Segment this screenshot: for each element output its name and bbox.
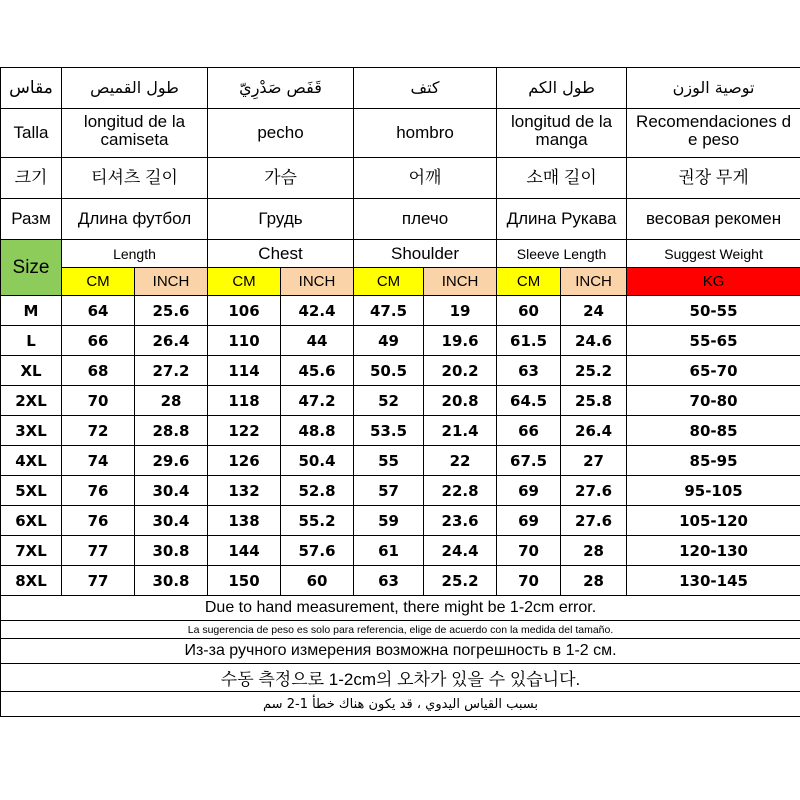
table-row	[1, 566, 800, 596]
sleeve-cm-cell: 69	[497, 506, 561, 536]
sleeve-inch-cell: 25.2	[561, 356, 627, 386]
size-cell: 5XL	[1, 476, 62, 506]
length-cm-cell: 77	[62, 566, 135, 596]
sleeve-cm-cell: 61.5	[497, 326, 561, 356]
chest-inch-cell: 55.2	[281, 506, 354, 536]
arabic-chest-label: قَفَص صَدْرِيّ	[208, 68, 354, 109]
arabic-sleeve-label: طول الكم	[497, 68, 627, 109]
sleeve-inch-cell: 27.6	[561, 506, 627, 536]
sleeve-inch-cell: 26.4	[561, 416, 627, 446]
chest-cm-cell: 110	[208, 326, 281, 356]
note-korean: 수동 측정으로 1-2cm의 오차가 있을 수 있습니다.	[1, 664, 800, 692]
chest-cm-cell: 132	[208, 476, 281, 506]
shoulder-inch-unit: INCH	[424, 268, 497, 296]
length-cm-cell: 70	[62, 386, 135, 416]
table-row	[1, 296, 800, 326]
shoulder-cm-cell: 53.5	[354, 416, 424, 446]
length-header: Length	[62, 240, 208, 268]
spanish-weight-label	[627, 109, 800, 158]
spanish-size-label: Talla	[1, 109, 62, 158]
note-row-russian	[1, 639, 800, 664]
weight-kg-cell: 120-130	[627, 536, 800, 566]
length-inch-cell: 27.2	[135, 356, 208, 386]
sleeve-cm-cell: 67.5	[497, 446, 561, 476]
arabic-shoulder-label: كتف	[354, 68, 497, 109]
sleeve-inch-cell: 27.6	[561, 476, 627, 506]
shoulder-inch-cell: 19.6	[424, 326, 497, 356]
size-cell: 2XL	[1, 386, 62, 416]
length-cm-cell: 76	[62, 506, 135, 536]
chest-cm-cell: 122	[208, 416, 281, 446]
shoulder-inch-cell: 20.8	[424, 386, 497, 416]
sleeve-cm-cell: 66	[497, 416, 561, 446]
spanish-sleeve-label	[497, 109, 627, 158]
chest-inch-cell: 60	[281, 566, 354, 596]
weight-kg-cell: 65-70	[627, 356, 800, 386]
length-inch-cell: 30.4	[135, 506, 208, 536]
arabic-size-label: مقاس	[1, 68, 62, 109]
weight-kg-unit: KG	[627, 268, 800, 296]
size-cell: M	[1, 296, 62, 326]
note-arabic: بسبب القياس اليدوي ، قد يكون هناك خطأ 1-2 سم	[1, 692, 800, 717]
size-cell: XL	[1, 356, 62, 386]
spanish-shoulder-label: hombro	[354, 109, 497, 158]
shoulder-cm-unit: CM	[354, 268, 424, 296]
sleeve-cm-unit: CM	[497, 268, 561, 296]
korean-size-label: 크기	[1, 158, 62, 199]
shoulder-inch-cell: 22.8	[424, 476, 497, 506]
shoulder-inch-cell: 19	[424, 296, 497, 326]
chest-inch-cell: 52.8	[281, 476, 354, 506]
length-cm-cell: 74	[62, 446, 135, 476]
weight-kg-cell: 80-85	[627, 416, 800, 446]
chest-cm-cell: 126	[208, 446, 281, 476]
sleeve-inch-cell: 28	[561, 536, 627, 566]
spanish-length-label	[62, 109, 208, 158]
length-inch-cell: 28.8	[135, 416, 208, 446]
russian-chest-label: Грудь	[208, 199, 354, 240]
korean-header-row	[1, 158, 800, 199]
russian-sleeve-label: Длина Рукава	[497, 199, 627, 240]
note-row-korean	[1, 664, 800, 692]
note-russian: Из-за ручного измерения возможна погрешность в 1-2 см.	[1, 639, 800, 664]
note-english: Due to hand measurement, there might be 1-2cm error.	[1, 596, 800, 621]
shoulder-cm-cell: 52	[354, 386, 424, 416]
table-row	[1, 416, 800, 446]
sleeve-inch-unit: INCH	[561, 268, 627, 296]
shoulder-cm-cell: 59	[354, 506, 424, 536]
spanish-header-row	[1, 109, 800, 158]
size-chart-table	[0, 67, 800, 717]
table-row	[1, 386, 800, 416]
chest-cm-cell: 114	[208, 356, 281, 386]
size-header: Size	[1, 240, 62, 296]
table-row	[1, 326, 800, 356]
chest-inch-cell: 48.8	[281, 416, 354, 446]
length-inch-cell: 30.4	[135, 476, 208, 506]
chest-inch-cell: 50.4	[281, 446, 354, 476]
korean-weight-label: 권장 무게	[627, 158, 800, 199]
russian-shoulder-label: плечо	[354, 199, 497, 240]
sleeve-inch-cell: 28	[561, 566, 627, 596]
size-cell: 3XL	[1, 416, 62, 446]
weight-kg-cell: 55-65	[627, 326, 800, 356]
unit-row	[1, 268, 800, 296]
size-cell: 8XL	[1, 566, 62, 596]
shoulder-inch-cell: 20.2	[424, 356, 497, 386]
table-row	[1, 356, 800, 386]
length-inch-cell: 26.4	[135, 326, 208, 356]
suggest-weight-header: Suggest Weight	[627, 240, 800, 268]
shoulder-cm-cell: 47.5	[354, 296, 424, 326]
chest-cm-cell: 118	[208, 386, 281, 416]
size-cell: 7XL	[1, 536, 62, 566]
arabic-length-label: طول القميص	[62, 68, 208, 109]
note-row-spanish	[1, 621, 800, 639]
table-row	[1, 446, 800, 476]
shoulder-cm-cell: 57	[354, 476, 424, 506]
shoulder-inch-cell: 25.2	[424, 566, 497, 596]
shoulder-inch-cell: 22	[424, 446, 497, 476]
sleeve-cm-cell: 69	[497, 476, 561, 506]
sleeve-inch-cell: 25.8	[561, 386, 627, 416]
table-row	[1, 506, 800, 536]
weight-kg-cell: 85-95	[627, 446, 800, 476]
note-row-arabic	[1, 692, 800, 717]
length-cm-cell: 76	[62, 476, 135, 506]
korean-chest-label: 가슴	[208, 158, 354, 199]
chest-inch-cell: 45.6	[281, 356, 354, 386]
spanish-weight-text: Recomendaciones de peso	[636, 113, 792, 149]
length-inch-unit: INCH	[135, 268, 208, 296]
shoulder-cm-cell: 50.5	[354, 356, 424, 386]
sleeve-cm-cell: 60	[497, 296, 561, 326]
sleeve-length-header: Sleeve Length	[497, 240, 627, 268]
korean-length-label: 티셔츠 길이	[62, 158, 208, 199]
chest-cm-cell: 150	[208, 566, 281, 596]
length-cm-cell: 72	[62, 416, 135, 446]
chest-inch-unit: INCH	[281, 268, 354, 296]
russian-length-label: Длина футбол	[62, 199, 208, 240]
size-cell: 4XL	[1, 446, 62, 476]
weight-kg-cell: 95-105	[627, 476, 800, 506]
table-row	[1, 536, 800, 566]
shoulder-inch-cell: 23.6	[424, 506, 497, 536]
spanish-sleeve-text: longitud de la manga	[510, 113, 613, 149]
chest-header: Chest	[208, 240, 354, 268]
english-header-row	[1, 240, 800, 268]
spanish-length-text: longitud de la camiseta	[83, 113, 186, 149]
length-cm-cell: 66	[62, 326, 135, 356]
sleeve-inch-cell: 27	[561, 446, 627, 476]
chest-cm-cell: 106	[208, 296, 281, 326]
chest-inch-cell: 42.4	[281, 296, 354, 326]
sleeve-cm-cell: 70	[497, 536, 561, 566]
size-data-body	[1, 296, 800, 596]
length-inch-cell: 30.8	[135, 566, 208, 596]
chest-cm-cell: 144	[208, 536, 281, 566]
chest-cm-unit: CM	[208, 268, 281, 296]
length-inch-cell: 30.8	[135, 536, 208, 566]
shoulder-inch-cell: 24.4	[424, 536, 497, 566]
sleeve-inch-cell: 24	[561, 296, 627, 326]
length-inch-cell: 25.6	[135, 296, 208, 326]
russian-size-label: Разм	[1, 199, 62, 240]
size-cell: L	[1, 326, 62, 356]
chest-inch-cell: 44	[281, 326, 354, 356]
weight-kg-cell: 105-120	[627, 506, 800, 536]
length-inch-cell: 29.6	[135, 446, 208, 476]
shoulder-cm-cell: 49	[354, 326, 424, 356]
weight-kg-cell: 50-55	[627, 296, 800, 326]
weight-kg-cell: 70-80	[627, 386, 800, 416]
note-row-english	[1, 596, 800, 621]
shoulder-cm-cell: 61	[354, 536, 424, 566]
shoulder-cm-cell: 55	[354, 446, 424, 476]
chest-cm-cell: 138	[208, 506, 281, 536]
shoulder-inch-cell: 21.4	[424, 416, 497, 446]
arabic-header-row	[1, 68, 800, 109]
spanish-chest-label: pecho	[208, 109, 354, 158]
chest-inch-cell: 57.6	[281, 536, 354, 566]
length-cm-cell: 77	[62, 536, 135, 566]
length-cm-cell: 64	[62, 296, 135, 326]
size-cell: 6XL	[1, 506, 62, 536]
chest-inch-cell: 47.2	[281, 386, 354, 416]
table-row	[1, 476, 800, 506]
sleeve-cm-cell: 64.5	[497, 386, 561, 416]
sleeve-inch-cell: 24.6	[561, 326, 627, 356]
length-inch-cell: 28	[135, 386, 208, 416]
shoulder-header: Shoulder	[354, 240, 497, 268]
size-chart	[0, 67, 800, 717]
korean-shoulder-label: 어깨	[354, 158, 497, 199]
weight-kg-cell: 130-145	[627, 566, 800, 596]
shoulder-cm-cell: 63	[354, 566, 424, 596]
length-cm-unit: CM	[62, 268, 135, 296]
korean-sleeve-label: 소매 길이	[497, 158, 627, 199]
sleeve-cm-cell: 63	[497, 356, 561, 386]
russian-header-row	[1, 199, 800, 240]
sleeve-cm-cell: 70	[497, 566, 561, 596]
russian-weight-label: весовая рекомен	[627, 199, 800, 240]
note-spanish: La sugerencia de peso es solo para referencia, elige de acuerdo con la medida del tamaño.	[1, 621, 800, 639]
length-cm-cell: 68	[62, 356, 135, 386]
arabic-weight-label: توصية الوزن	[627, 68, 800, 109]
